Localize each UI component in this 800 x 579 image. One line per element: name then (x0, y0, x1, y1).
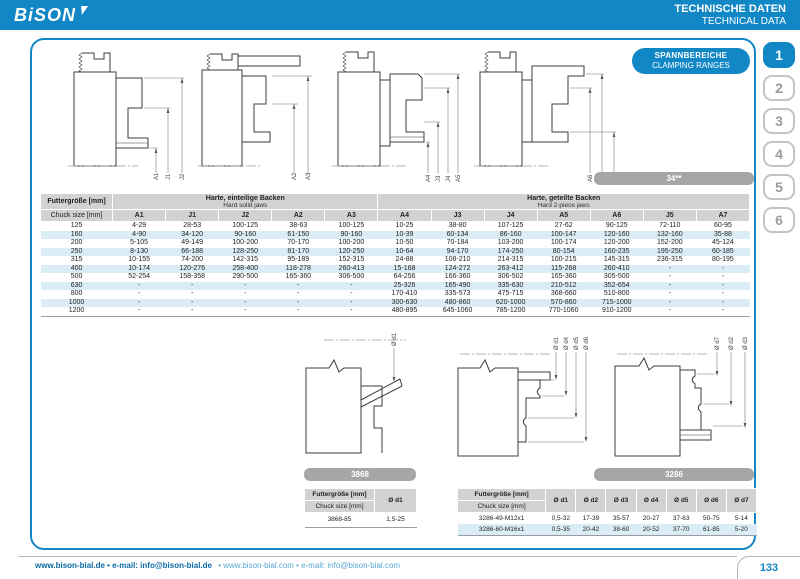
logo-horn-icon (75, 6, 88, 15)
table-cell: 27-62 (554, 222, 573, 229)
drawing-2piece-jaw-external (328, 44, 468, 184)
table-cell: 132-160 (643, 231, 696, 240)
table-cell: 170-410 (391, 290, 418, 297)
col-header-d5: Ø d5 (666, 489, 696, 513)
footer-links (35, 561, 400, 570)
table-cell: 52-254 (128, 273, 151, 280)
table-cell: 210-512 (537, 282, 590, 291)
table-cell: - (113, 299, 166, 308)
section-tab-5[interactable]: 5 (763, 174, 795, 200)
table-cell: 15-168 (378, 265, 431, 274)
table-cell: 306-500 (338, 273, 365, 280)
table-cell: 120-250 (325, 248, 378, 257)
table-cell: 152-200 (656, 239, 683, 246)
table-cell: 81-170 (272, 248, 325, 257)
table-cell: - (191, 290, 194, 297)
table-cell: 37-63 (672, 515, 690, 522)
page-number: 133 (759, 562, 779, 574)
table-cell: 72-110 (659, 222, 681, 229)
side-tab-strip (763, 42, 799, 240)
table-cell: 335-573 (444, 290, 471, 297)
table-cell: 258-400 (219, 265, 272, 274)
table-cell: 770-1060 (537, 307, 590, 316)
col-header: A6 (590, 210, 643, 222)
chuck-size-header-en: Chuck size [mm] (305, 501, 375, 513)
table-row (41, 239, 750, 248)
col-header: A3 (325, 210, 378, 222)
table-cell: 0,5-35 (546, 524, 576, 536)
clamping-ranges-badge (632, 48, 750, 74)
drawing-solid-jaw-internal (194, 46, 324, 181)
table-cell: 100-125 (232, 222, 259, 229)
table-cell: 250 (41, 248, 113, 257)
table-row (41, 231, 750, 240)
col-header-d2: Ø d2 (576, 489, 606, 513)
table-cell: 480-895 (378, 307, 431, 316)
table-cell: 142-315 (232, 256, 259, 263)
table-cell: 475-715 (497, 290, 524, 297)
dim-label: Ø d7 (715, 336, 721, 350)
table-cell: 160 (41, 231, 113, 240)
table-cell: 1200 (41, 307, 113, 316)
col-header: J4 (484, 210, 537, 222)
table-cell: 570-860 (537, 299, 590, 308)
table-cell: 45-124 (712, 239, 734, 246)
table-cell: 103-200 (497, 239, 524, 246)
table-3286 (457, 488, 757, 536)
table-cell: 10-64 (378, 248, 431, 257)
table-cell: 368-660 (550, 290, 577, 297)
table-row (41, 299, 750, 308)
table-cell: 8-130 (113, 248, 166, 257)
table-cell: - (668, 290, 671, 297)
table-cell: 94-170 (431, 248, 484, 257)
table-cell: 100-174 (550, 239, 577, 246)
dim-label: A5 (456, 174, 462, 182)
table-cell: 165-360 (285, 273, 312, 280)
col-header: A5 (537, 210, 590, 222)
section-tab-2[interactable]: 2 (763, 75, 795, 101)
table-cell: - (696, 299, 749, 308)
table-cell: - (272, 282, 325, 291)
table-cell: 306-502 (497, 273, 524, 280)
series-3286-bar: 3286 (594, 468, 754, 481)
col-header: J3 (431, 210, 484, 222)
dim-label: Ø d3 (743, 336, 749, 350)
table-cell: 1,5-25 (375, 513, 417, 528)
table-cell: 195-250 (643, 248, 696, 257)
table-cell: 28-53 (183, 222, 202, 229)
dim-label: J4 (446, 175, 452, 182)
table-cell: - (721, 273, 725, 280)
group-header-2piece-jaws: Harte, geteilte Backen Hard 2-piece jaws (378, 194, 750, 210)
dim-label: Ø d6 (584, 336, 590, 350)
table-cell: - (696, 307, 749, 316)
table-row (41, 248, 750, 257)
table-cell: 200 (70, 239, 83, 246)
table-cell: - (219, 299, 272, 308)
table-cell: 60-95 (713, 222, 732, 229)
col-header: A7 (696, 210, 749, 222)
dim-label: A6 (588, 174, 594, 182)
header-row (305, 489, 417, 501)
logo-text: BiSON (14, 4, 77, 25)
table-cell: 10-39 (378, 231, 431, 240)
col-header: A1 (113, 210, 166, 222)
table-cell: - (113, 307, 166, 316)
table-cell: 24-88 (395, 256, 414, 263)
page-number-tab (737, 556, 800, 579)
badge-line-en: CLAMPING RANGES (652, 61, 730, 70)
dim-label: A4 (426, 174, 432, 182)
table-cell: - (325, 282, 378, 291)
table-cell: - (166, 282, 219, 291)
table-cell: 0,5-32 (551, 515, 571, 522)
dim-label: A1 (154, 172, 160, 180)
table-cell: 715-1000 (590, 299, 643, 308)
col-header: J2 (219, 210, 272, 222)
table-cell: 315 (70, 256, 83, 263)
table-cell: 236-315 (656, 256, 683, 263)
table-cell: 158-358 (179, 273, 206, 280)
table-cell: - (272, 307, 325, 316)
series-3868-bar: 3868 (304, 468, 416, 481)
table-cell: 95-189 (287, 256, 310, 263)
table-cell: 785-1200 (484, 307, 537, 316)
table-cell: 100-147 (537, 231, 590, 240)
table-cell: 910-1200 (590, 307, 643, 316)
table-cell: 108-210 (444, 256, 471, 263)
drawing-3286-jaw-a (452, 326, 607, 461)
table-cell: 35-88 (696, 231, 749, 240)
table-cell: 38-63 (289, 222, 308, 229)
table-cell: 38-60 (606, 524, 636, 536)
table-cell: 64-256 (393, 273, 416, 280)
table-cell: 115-268 (537, 265, 590, 274)
table-cell: 152-315 (338, 256, 365, 263)
chuck-size-header-de: Futtergröße [mm] (458, 489, 546, 501)
table-cell: - (325, 307, 378, 316)
table-cell: - (668, 273, 671, 280)
table-cell: 10-50 (395, 239, 414, 246)
group-header-row (41, 194, 750, 210)
table-cell: 3286-49-M12x1 (478, 515, 525, 522)
table-cell: 125 (70, 222, 83, 229)
group-header-solid-jaws: Harte, einteilige Backen Hard solid jaws (113, 194, 378, 210)
dim-label: J1 (166, 173, 172, 180)
table-cell: 645-1060 (431, 307, 484, 316)
page-titles (674, 3, 786, 27)
table-row (41, 222, 750, 231)
bison-logo (14, 5, 85, 26)
table-cell: 35-57 (612, 515, 630, 522)
table-cell: 61-85 (696, 524, 726, 536)
table-row (41, 273, 750, 282)
table-cell: 145-315 (603, 256, 630, 263)
table-cell: 510-800 (603, 290, 630, 297)
table-row (41, 307, 750, 316)
badge-line-de: SPANNBEREICHE (654, 51, 728, 61)
col-header-d1: Ø d1 (546, 489, 576, 513)
table-cell: 86-160 (484, 231, 537, 240)
footer-divider (18, 556, 737, 557)
table-cell: - (643, 265, 696, 274)
page-title-en: TECHNICAL DATA (701, 15, 786, 27)
dim-label: Ø d5 (574, 336, 580, 350)
dim-label: Ø d1 (554, 336, 560, 350)
table-cell: 630 (41, 282, 113, 291)
table-cell: 38-80 (448, 222, 467, 229)
table-cell: 5-14 (734, 515, 748, 522)
drawing-solid-jaw-external (64, 46, 189, 181)
table-cell: 3868-85 (305, 513, 375, 528)
table-cell: 500 (70, 273, 83, 280)
table-cell: 166-360 (444, 273, 471, 280)
table-cell: 260-410 (590, 265, 643, 274)
table-cell: 80-195 (712, 256, 734, 263)
table-row (41, 290, 750, 299)
table-cell: 5-105 (130, 239, 149, 246)
table-cell: 70-184 (446, 239, 469, 246)
table-cell: 80-154 (537, 248, 590, 257)
header-bar (0, 0, 800, 30)
table-cell: 90-160 (219, 231, 272, 240)
table-cell: - (325, 299, 378, 308)
col-header-d1: Ø d1 (375, 489, 417, 513)
table-cell: 480-860 (431, 299, 484, 308)
table-cell: 174-250 (484, 248, 537, 257)
table-row (41, 282, 750, 291)
col-header-d7: Ø d7 (726, 489, 756, 513)
table-cell: - (244, 290, 247, 297)
clamping-range-table (40, 193, 750, 317)
dim-label: A3 (306, 172, 312, 180)
table-cell: 107-125 (497, 222, 524, 229)
chuck-size-header-en: Chuck size [mm] (41, 210, 113, 222)
chuck-size-header-de: Futtergröße [mm] (305, 489, 375, 501)
chuck-size-header-en: Chuck size [mm] (458, 501, 546, 513)
section-tab-6[interactable]: 6 (763, 207, 795, 233)
table-cell: 120-200 (603, 239, 630, 246)
col-header: J5 (643, 210, 696, 222)
series-34-bar: 34** (594, 172, 754, 185)
table-cell: 10-155 (128, 256, 151, 263)
table-cell: 61-150 (272, 231, 325, 240)
table-cell: 37-70 (666, 524, 696, 536)
col-header-d6: Ø d6 (696, 489, 726, 513)
table-cell: 400 (41, 265, 113, 274)
table-cell: 124-272 (431, 265, 484, 274)
table-cell: - (297, 290, 300, 297)
dim-label: Ø d2 (729, 336, 735, 350)
drawing-3286-jaw-b (607, 326, 757, 461)
table-cell: - (696, 265, 749, 274)
table-cell: 118-278 (272, 265, 325, 274)
table-cell: 290-500 (232, 273, 259, 280)
table-cell: 50-75 (702, 515, 720, 522)
table-row (41, 256, 750, 265)
table-cell: 352-654 (590, 282, 643, 291)
table-row (41, 265, 750, 274)
table-cell: 100-200 (338, 239, 365, 246)
table-cell: 3286-60-M16x1 (458, 524, 546, 536)
table-cell: 10-174 (113, 265, 166, 274)
table-cell: 4-29 (132, 222, 147, 229)
section-tab-3[interactable]: 3 (763, 108, 795, 134)
table-cell: 1000 (41, 299, 113, 308)
footer-link-primary[interactable]: www.bison-bial.de • e-mail: info@bison-bial.de (35, 561, 212, 570)
section-tab-4[interactable]: 4 (763, 141, 795, 167)
drawing-2piece-jaw-internal (470, 44, 620, 184)
table-cell: 5-20 (726, 524, 756, 536)
table-cell: 300-630 (378, 299, 431, 308)
table-cell: 100-215 (550, 256, 577, 263)
table-cell: 120-276 (166, 265, 219, 274)
content-frame (30, 38, 756, 550)
drawing-3868-jaw (294, 328, 454, 458)
dim-label: Ø d4 (564, 336, 570, 350)
table-cell: - (219, 307, 272, 316)
table-cell: 120-160 (590, 231, 643, 240)
table-cell: 214-315 (497, 256, 524, 263)
header-row (458, 489, 757, 501)
table-cell: 20-27 (642, 515, 660, 522)
table-cell: - (643, 282, 696, 291)
table-cell: 74-200 (181, 256, 204, 263)
table-cell: - (350, 290, 353, 297)
table-cell: 70-170 (287, 239, 310, 246)
table-cell: 20-52 (636, 524, 666, 536)
table-3868 (304, 488, 417, 528)
table-cell: 100-200 (232, 239, 259, 246)
table-cell: - (113, 282, 166, 291)
table-cell: 260-413 (325, 265, 378, 274)
chuck-size-header-de: Futtergröße [mm] (41, 194, 113, 210)
table-row (305, 513, 417, 528)
table-cell: - (166, 307, 219, 316)
table-cell: - (272, 299, 325, 308)
table-cell: 165-490 (431, 282, 484, 291)
section-tab-1[interactable]: 1 (763, 42, 795, 68)
table-cell: - (643, 299, 696, 308)
table-cell: 100-125 (338, 222, 365, 229)
table-cell: 25-326 (378, 282, 431, 291)
col-header-d3: Ø d3 (606, 489, 636, 513)
table-cell: 165-360 (550, 273, 577, 280)
table-cell: 49-149 (181, 239, 204, 246)
table-cell: 17-39 (582, 515, 600, 522)
table-cell: 34-120 (166, 231, 219, 240)
table-cell: - (696, 282, 749, 291)
dim-label: J3 (436, 175, 442, 182)
table-cell: 90-160 (325, 231, 378, 240)
table-cell: 128-250 (219, 248, 272, 257)
table-cell: 60-185 (696, 248, 749, 257)
table-cell: 66-188 (166, 248, 219, 257)
footer-link-secondary[interactable]: • www.bison-bial.com • e-mail: info@bison-bial.com (218, 561, 401, 570)
table-row (458, 513, 757, 525)
table-cell: - (137, 290, 141, 297)
dim-label: A2 (292, 172, 298, 180)
page-title-de: TECHNISCHE DATEN (674, 2, 786, 15)
table-cell: 335-630 (484, 282, 537, 291)
col-header: A4 (378, 210, 431, 222)
table-cell: - (721, 290, 725, 297)
table-cell: 10-25 (395, 222, 414, 229)
table-cell: 160-235 (590, 248, 643, 257)
table-cell: 90-125 (605, 222, 628, 229)
dim-label: J2 (180, 173, 186, 180)
table-cell: 620-1000 (484, 299, 537, 308)
table-cell: - (219, 282, 272, 291)
table-cell: 800 (70, 290, 83, 297)
col-header: A2 (272, 210, 325, 222)
table-cell: 20-42 (576, 524, 606, 536)
col-header-d4: Ø d4 (636, 489, 666, 513)
column-header-row (41, 210, 750, 222)
table-cell: 263-412 (484, 265, 537, 274)
table-cell: - (166, 299, 219, 308)
table-cell: - (643, 307, 696, 316)
table-cell: 4-90 (113, 231, 166, 240)
dim-label: Ø d1 (392, 332, 398, 346)
table-cell: 60-134 (431, 231, 484, 240)
col-header: J1 (166, 210, 219, 222)
table-cell: 305-500 (603, 273, 630, 280)
table-row (458, 524, 757, 536)
